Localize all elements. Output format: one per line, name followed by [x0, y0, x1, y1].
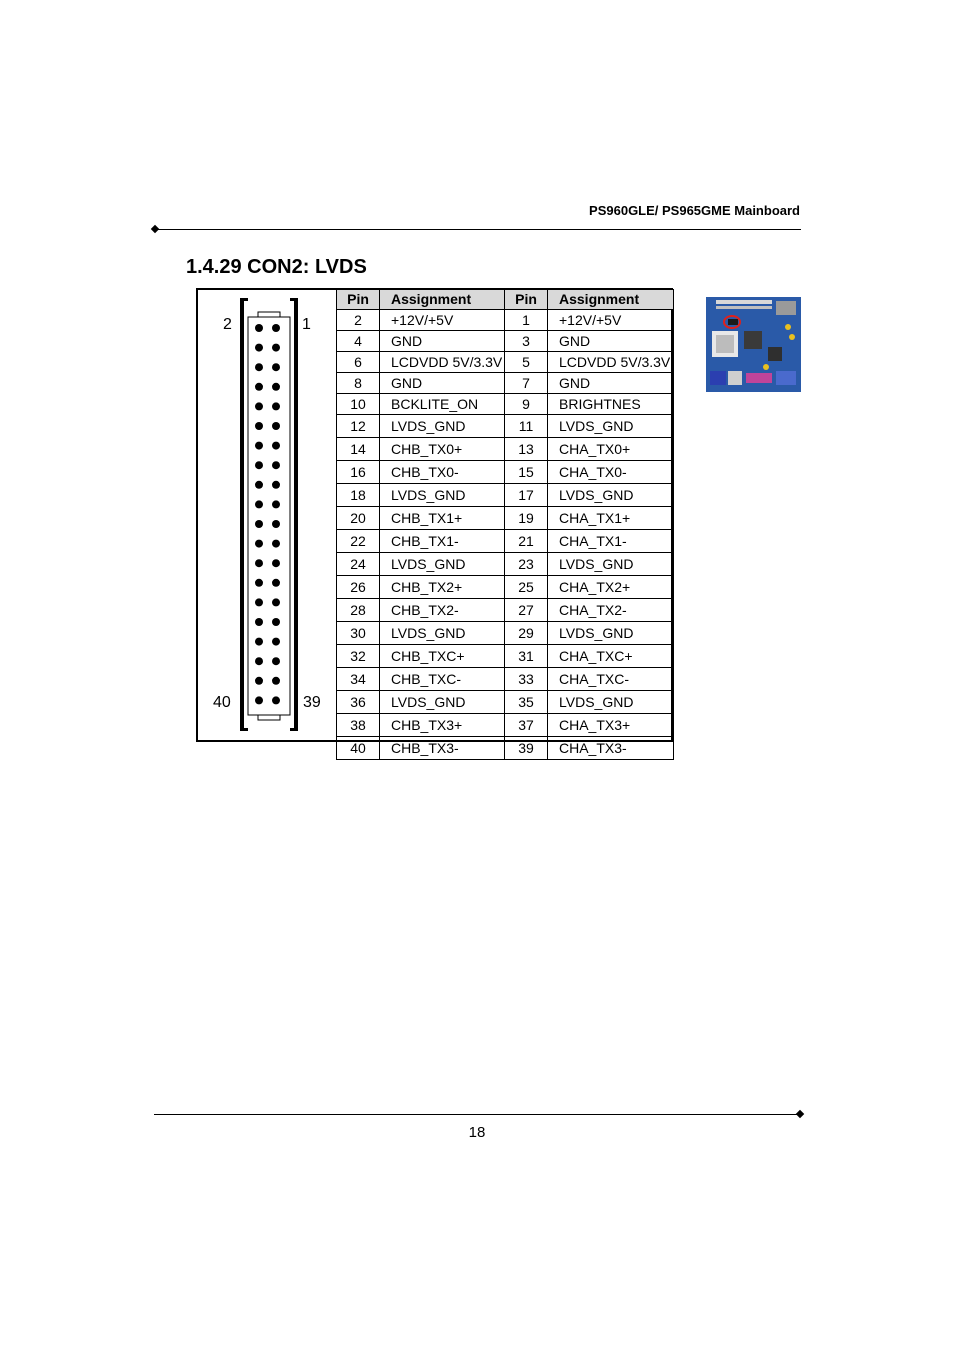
pin-dot-even	[255, 598, 263, 606]
connector-diagram	[198, 290, 336, 741]
assignment-odd-cell: CHA_TX2+	[548, 576, 674, 599]
table-header-row	[337, 290, 674, 310]
pin-odd-cell: 33	[505, 668, 548, 691]
pin-dot-even	[255, 461, 263, 469]
pin-odd-cell: 1	[505, 310, 548, 331]
board-yellow-cap-2	[789, 334, 795, 340]
assignment-even-cell: CHB_TXC-	[380, 668, 505, 691]
board-connector	[728, 319, 738, 325]
connector-latch-top-left	[240, 298, 248, 301]
pin-dot-even	[255, 559, 263, 567]
pin-dot-even	[255, 638, 263, 646]
pin-even-cell: 12	[337, 415, 380, 438]
table-row	[337, 622, 674, 645]
board-ram-slot-1	[716, 300, 772, 304]
pin-odd-cell: 5	[505, 352, 548, 373]
header-rule	[157, 229, 801, 230]
board-yellow-cap-1	[785, 324, 791, 330]
pin-dot-odd	[272, 520, 280, 528]
pin-even-cell: 40	[337, 737, 380, 760]
assignment-odd-cell: GND	[548, 373, 674, 394]
pin-dot-odd	[272, 402, 280, 410]
pin-dot-even	[255, 481, 263, 489]
pin-dot-odd	[272, 422, 280, 430]
pin-label-39: 39	[303, 694, 321, 711]
assignment-even-cell: CHB_TX0+	[380, 438, 505, 461]
assignment-even-cell: LVDS_GND	[380, 622, 505, 645]
assignment-odd-cell: CHA_TX0-	[548, 461, 674, 484]
table-row	[337, 530, 674, 553]
assignment-odd-cell: GND	[548, 331, 674, 352]
assignment-even-cell: GND	[380, 373, 505, 394]
pin-dot-odd	[272, 481, 280, 489]
board-io-vga	[710, 371, 726, 385]
pin-even-cell: 14	[337, 438, 380, 461]
assignment-even-cell: CHB_TX3-	[380, 737, 505, 760]
pin-even-cell: 4	[337, 331, 380, 352]
pin-odd-cell: 27	[505, 599, 548, 622]
section-title: 1.4.29 CON2: LVDS	[186, 256, 367, 278]
pin-dot-odd	[272, 657, 280, 665]
assignment-even-cell: LVDS_GND	[380, 691, 505, 714]
pin-odd-cell: 11	[505, 415, 548, 438]
pin-dot-odd	[272, 618, 280, 626]
pin-dot-odd	[272, 696, 280, 704]
header-assignment-even: Assignment	[380, 290, 505, 310]
assignment-odd-cell: LCDVDD 5V/3.3V	[548, 352, 674, 373]
board-io-audio	[776, 371, 796, 385]
pin-dot-odd	[272, 383, 280, 391]
table-row	[337, 394, 674, 415]
header-assignment-odd: Assignment	[548, 290, 674, 310]
pin-dot-odd	[272, 579, 280, 587]
assignment-even-cell: CHB_TX2-	[380, 599, 505, 622]
table-row	[337, 691, 674, 714]
pin-even-cell: 10	[337, 394, 380, 415]
pin-even-cell: 18	[337, 484, 380, 507]
assignment-even-cell: LCDVDD 5V/3.3V	[380, 352, 505, 373]
connector-rail-right	[294, 298, 298, 731]
connector-rail-left	[240, 298, 244, 731]
board-io-usb	[728, 371, 742, 385]
pin-odd-cell: 19	[505, 507, 548, 530]
pin-dot-even	[255, 657, 263, 665]
pin-dot-odd	[272, 638, 280, 646]
header-diamond	[151, 225, 159, 233]
pin-dot-even	[255, 383, 263, 391]
pin-even-cell: 20	[337, 507, 380, 530]
pin-odd-cell: 17	[505, 484, 548, 507]
table-row	[337, 714, 674, 737]
pin-even-cell: 32	[337, 645, 380, 668]
pin-dot-odd	[272, 500, 280, 508]
pin-dot-odd	[272, 559, 280, 567]
assignment-even-cell: LVDS_GND	[380, 415, 505, 438]
assignment-odd-cell: +12V/+5V	[548, 310, 674, 331]
assignment-even-cell: BCKLITE_ON	[380, 394, 505, 415]
table-row	[337, 352, 674, 373]
connector-latch-bottom-right	[290, 728, 298, 731]
pin-dot-even	[255, 363, 263, 371]
assignment-odd-cell: CHA_TX1+	[548, 507, 674, 530]
pin-even-cell: 22	[337, 530, 380, 553]
pin-dot-even	[255, 520, 263, 528]
table-row	[337, 415, 674, 438]
board-cpu-socket-inner	[716, 335, 734, 353]
assignment-even-cell: GND	[380, 331, 505, 352]
pin-assignment-table	[336, 289, 674, 760]
pin-dot-even	[255, 442, 263, 450]
assignment-odd-cell: CHA_TX1-	[548, 530, 674, 553]
pin-even-cell: 36	[337, 691, 380, 714]
board-heatsink	[776, 301, 796, 315]
assignment-odd-cell: CHA_TXC-	[548, 668, 674, 691]
mainboard-photo	[706, 297, 801, 392]
pin-odd-cell: 7	[505, 373, 548, 394]
pin-odd-cell: 39	[505, 737, 548, 760]
board-chipset	[744, 331, 762, 349]
assignment-odd-cell: LVDS_GND	[548, 415, 674, 438]
assignment-even-cell: CHB_TXC+	[380, 645, 505, 668]
assignment-odd-cell: LVDS_GND	[548, 622, 674, 645]
pin-even-cell: 8	[337, 373, 380, 394]
board-yellow-cap-3	[763, 364, 769, 370]
board-ram-slot-2	[716, 306, 772, 309]
pin-dot-even	[255, 500, 263, 508]
pin-dot-even	[255, 402, 263, 410]
connector-latch-top-right	[290, 298, 298, 301]
header-pin-odd: Pin	[505, 290, 548, 310]
assignment-odd-cell: LVDS_GND	[548, 553, 674, 576]
pin-even-cell: 26	[337, 576, 380, 599]
pin-odd-cell: 13	[505, 438, 548, 461]
table-row	[337, 331, 674, 352]
table-row	[337, 553, 674, 576]
pin-dot-odd	[272, 598, 280, 606]
header-pin-even: Pin	[337, 290, 380, 310]
page-number: 18	[468, 1124, 486, 1141]
pin-dot-odd	[272, 461, 280, 469]
pin-odd-cell: 15	[505, 461, 548, 484]
pin-dot-even	[255, 677, 263, 685]
assignment-even-cell: CHB_TX1+	[380, 507, 505, 530]
pin-odd-cell: 23	[505, 553, 548, 576]
table-row	[337, 310, 674, 331]
assignment-odd-cell: CHA_TX0+	[548, 438, 674, 461]
assignment-odd-cell: CHA_TX2-	[548, 599, 674, 622]
assignment-even-cell: +12V/+5V	[380, 310, 505, 331]
pin-even-cell: 34	[337, 668, 380, 691]
pin-odd-cell: 35	[505, 691, 548, 714]
pin-dot-even	[255, 422, 263, 430]
table-row	[337, 737, 674, 760]
pin-even-cell: 2	[337, 310, 380, 331]
pin-dot-even	[255, 618, 263, 626]
connector-latch-bottom-left	[240, 728, 248, 731]
footer-rule	[154, 1114, 799, 1115]
pin-dot-odd	[272, 677, 280, 685]
connector-key-top	[258, 312, 280, 317]
pin-dot-odd	[272, 442, 280, 450]
assignment-odd-cell: CHA_TX3-	[548, 737, 674, 760]
table-row	[337, 668, 674, 691]
assignment-even-cell: CHB_TX1-	[380, 530, 505, 553]
assignment-even-cell: LVDS_GND	[380, 553, 505, 576]
pin-even-cell: 30	[337, 622, 380, 645]
assignment-odd-cell: LVDS_GND	[548, 691, 674, 714]
pin-odd-cell: 25	[505, 576, 548, 599]
assignment-odd-cell: CHA_TXC+	[548, 645, 674, 668]
table-row	[337, 576, 674, 599]
pin-even-cell: 28	[337, 599, 380, 622]
pin-odd-cell: 31	[505, 645, 548, 668]
pin-even-cell: 24	[337, 553, 380, 576]
pin-odd-cell: 9	[505, 394, 548, 415]
assignment-even-cell: CHB_TX2+	[380, 576, 505, 599]
table-row	[337, 599, 674, 622]
pin-dot-odd	[272, 363, 280, 371]
pin-dot-even	[255, 344, 263, 352]
pin-odd-cell: 21	[505, 530, 548, 553]
footer-diamond	[796, 1110, 804, 1118]
board-chip	[768, 347, 782, 361]
connector-key-bottom	[258, 715, 280, 720]
assignment-even-cell: LVDS_GND	[380, 484, 505, 507]
pin-even-cell: 6	[337, 352, 380, 373]
pin-odd-cell: 3	[505, 331, 548, 352]
connector-housing	[248, 317, 290, 715]
pin-odd-cell: 37	[505, 714, 548, 737]
table-row	[337, 438, 674, 461]
pin-dot-even	[255, 324, 263, 332]
assignment-odd-cell: LVDS_GND	[548, 484, 674, 507]
board-io-parallel	[746, 373, 772, 383]
pin-label-2: 2	[223, 316, 232, 333]
assignment-odd-cell: BRIGHTNES	[548, 394, 674, 415]
pin-dot-odd	[272, 344, 280, 352]
pin-even-cell: 38	[337, 714, 380, 737]
table-row	[337, 373, 674, 394]
pin-dot-odd	[272, 540, 280, 548]
pin-dot-even	[255, 540, 263, 548]
pin-odd-cell: 29	[505, 622, 548, 645]
pin-even-cell: 16	[337, 461, 380, 484]
assignment-even-cell: CHB_TX0-	[380, 461, 505, 484]
table-row	[337, 461, 674, 484]
pin-label-1: 1	[302, 316, 311, 333]
header-title: PS960GLE/ PS965GME Mainboard	[589, 203, 800, 218]
header-connector-drawing	[198, 290, 336, 741]
pin-dot-even	[255, 579, 263, 587]
table-row	[337, 507, 674, 530]
pin-dot-odd	[272, 324, 280, 332]
table-row	[337, 484, 674, 507]
table-row	[337, 645, 674, 668]
assignment-even-cell: CHB_TX3+	[380, 714, 505, 737]
pin-label-40: 40	[213, 694, 231, 711]
assignment-odd-cell: CHA_TX3+	[548, 714, 674, 737]
pin-dot-even	[255, 696, 263, 704]
